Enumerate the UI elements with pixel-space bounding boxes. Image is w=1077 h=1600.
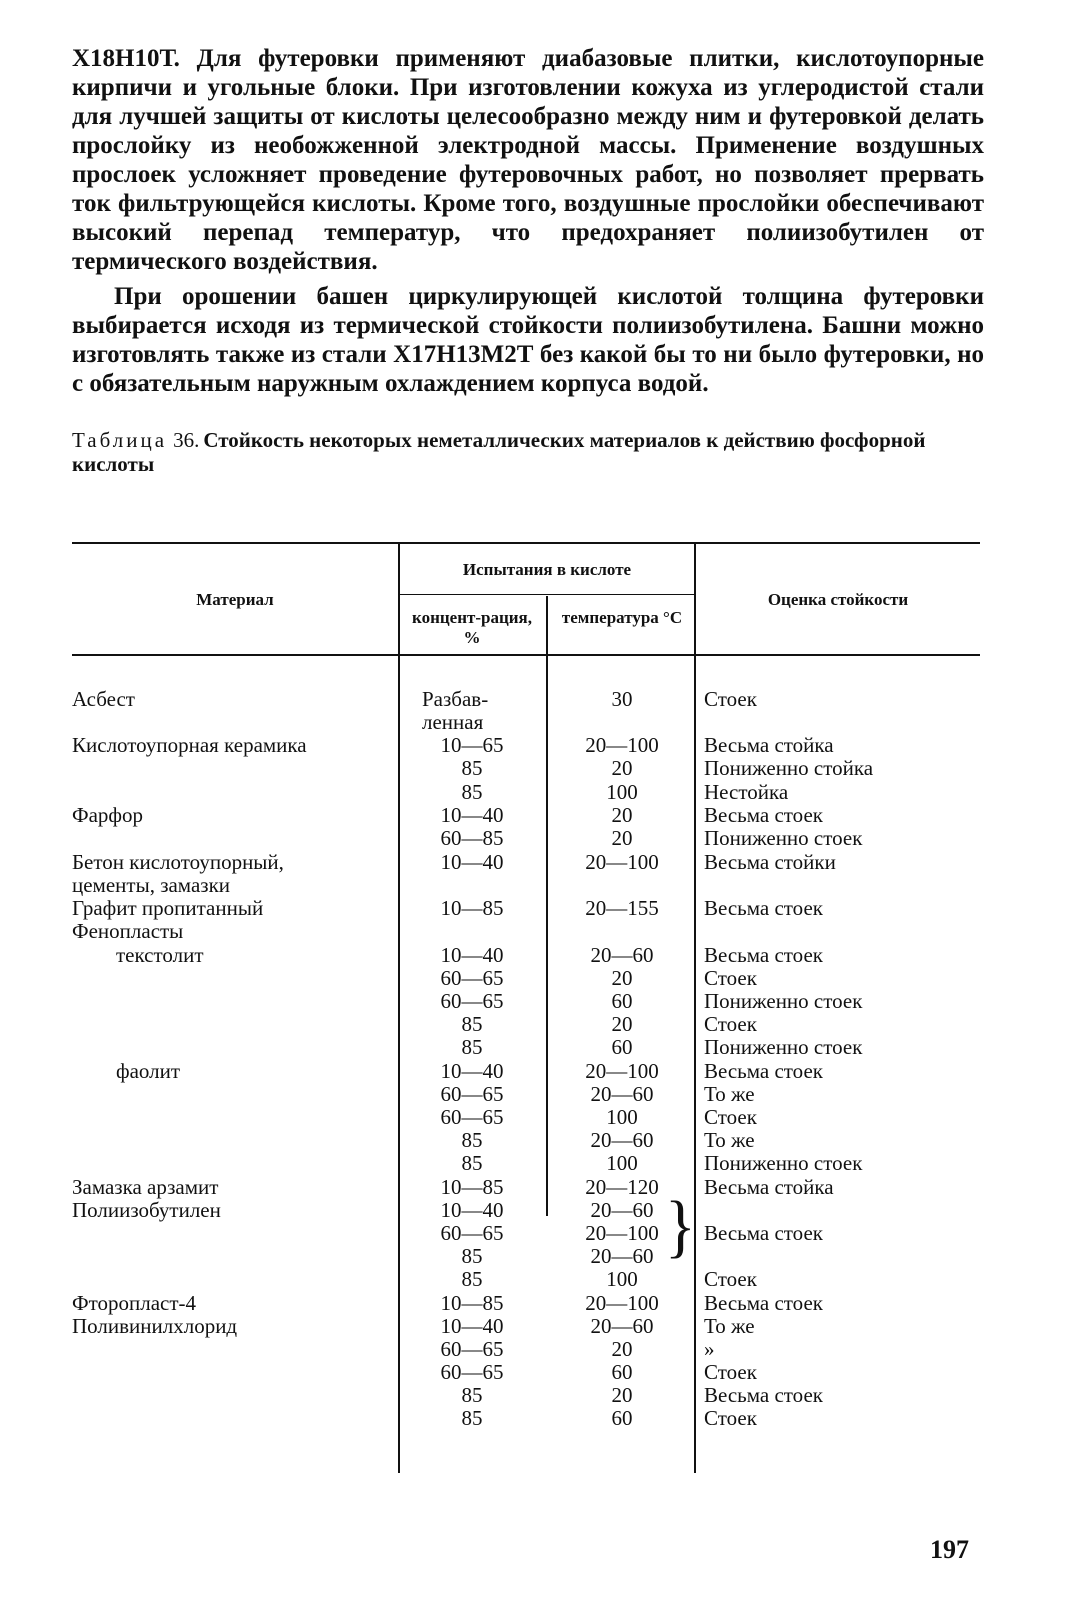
temperature-cell: 20—60	[590, 943, 654, 967]
concentration-cell: 85	[461, 1128, 483, 1152]
concentration-cell: 85	[461, 1267, 483, 1291]
temperature-cell: 100	[606, 780, 638, 804]
temperature-cell: 20—100	[585, 733, 659, 757]
evaluation-cell: Стоек	[704, 1267, 757, 1291]
concentration-cell: Разбав-ленная	[422, 687, 489, 734]
header-tests: Испытания в кислоте	[462, 560, 632, 579]
evaluation-cell: Весьма стойка	[704, 733, 834, 757]
temperature-cell: 20—100	[585, 850, 659, 874]
evaluation-cell: Стоек	[704, 687, 757, 711]
evaluation-cell: Пониженно стойка	[704, 756, 874, 780]
concentration-cell: 60—65	[440, 966, 504, 990]
evaluation-cell: Стоек	[704, 966, 757, 990]
paragraph-2: При орошении башен циркулирующей кислотой толщина футеровки выбирается исходя из термической стойкости полиизобутилена. Башни можно изготовлять также из стали Х17Н13М2Т без какой бы то ни было футеровки, но с обязательным наружным охлаждением корпуса водой.	[72, 283, 984, 397]
concentration-cell: 85	[461, 1035, 483, 1059]
temperature-cell: 20—60	[590, 1244, 654, 1268]
temperature-cell: 100	[606, 1105, 638, 1129]
concentration-cell: 10—85	[440, 1175, 504, 1199]
concentration-cell: 85	[461, 780, 483, 804]
material-cell: Асбест	[72, 687, 135, 711]
col-divider-3	[694, 544, 696, 1473]
evaluation-cell: Нестойка	[704, 780, 789, 804]
evaluation-cell: Пониженно стоек	[704, 826, 863, 850]
temperature-cell: 20	[611, 826, 633, 850]
temperature-cell: 20	[611, 1012, 633, 1036]
material-cell: Поливинилхлорид	[72, 1314, 238, 1338]
evaluation-cell: Весьма стойка	[704, 1175, 834, 1199]
evaluation-cell: Пониженно стоек	[704, 989, 863, 1013]
table-top-rule	[72, 542, 980, 544]
evaluation-cell: Весьма стойки	[704, 850, 836, 874]
evaluation-cell: Весьма стоек	[704, 1291, 823, 1315]
evaluation-cell: То же	[704, 1082, 755, 1106]
evaluation-cell: Весьма стоек	[704, 803, 823, 827]
concentration-cell: 10—40	[440, 850, 504, 874]
concentration-cell: 10—65	[440, 733, 504, 757]
header-temperature: температура °С	[561, 608, 683, 627]
evaluation-cell: Стоек	[704, 1012, 757, 1036]
material-cell: Полиизобутилен	[72, 1198, 221, 1222]
evaluation-cell: Весьма стоек	[704, 1383, 823, 1407]
temperature-cell: 20—60	[590, 1314, 654, 1338]
temperature-cell: 20	[611, 966, 633, 990]
evaluation-cell: Пониженно стоек	[704, 1151, 863, 1175]
concentration-cell: 10—85	[440, 896, 504, 920]
temperature-cell: 60	[611, 1406, 633, 1430]
temperature-cell: 60	[611, 989, 633, 1013]
material-cell: фаолит	[116, 1059, 181, 1083]
paragraph-1: Х18Н10Т. Для футеровки применяют диабазовые плитки, кислотоупорные кирпичи и угольные блоки. При изготовлении кожуха из углеродистой стали для лучшей защиты от кислоты целесообразно между ним и футеровкой делать прослойку из необожженной электродной массы. Применение воздушных прослоек усложняет проведение футеровочных работ, но позволяет прервать ток фильтрующейся кислоты. Кроме того, воздушные прослойки обеспечивают высокий перепад температур, что предохраняет полиизобутилен от термического воздействия.	[72, 45, 984, 275]
col-divider-2	[546, 656, 548, 1216]
concentration-cell: 85	[461, 1406, 483, 1430]
concentration-cell: 85	[461, 756, 483, 780]
caption-number: 36.	[173, 428, 200, 452]
header-evaluation: Оценка стойкости	[767, 590, 909, 609]
body-text	[72, 44, 984, 476]
material-cell: Замазка арзамит	[72, 1175, 219, 1199]
tests-subheader-rule	[400, 594, 694, 595]
temperature-cell: 30	[611, 687, 633, 711]
col-divider-2-head	[546, 596, 548, 654]
evaluation-cell: Стоек	[704, 1105, 757, 1129]
temperature-cell: 20	[611, 803, 633, 827]
concentration-cell: 85	[461, 1151, 483, 1175]
table-header-rule	[72, 654, 980, 656]
temperature-cell: 20	[611, 756, 633, 780]
evaluation-cell: Стоек	[704, 1360, 757, 1384]
temperature-cell: 20—155	[585, 896, 659, 920]
temperature-cell: 20—60	[590, 1128, 654, 1152]
concentration-cell: 60—65	[440, 1221, 504, 1245]
caption-text: Стойкость некоторых неметаллических материалов к действию фосфорной кислоты	[72, 428, 926, 476]
temperature-cell: 20—100	[585, 1291, 659, 1315]
page-number: 197	[930, 1535, 969, 1564]
material-cell: Фенопласты	[72, 919, 184, 943]
temperature-cell: 20—100	[585, 1059, 659, 1083]
grouping-brace: }	[665, 1186, 696, 1265]
temperature-cell: 20—100	[585, 1221, 659, 1245]
table-caption	[72, 428, 984, 476]
temperature-cell: 60	[611, 1360, 633, 1384]
evaluation-cell: Весьма стоек	[704, 1059, 823, 1083]
temperature-cell: 20	[611, 1337, 633, 1361]
concentration-cell: 60—65	[440, 1082, 504, 1106]
temperature-cell: 20—120	[585, 1175, 659, 1199]
temperature-cell: 20—60	[590, 1082, 654, 1106]
evaluation-cell: Пониженно стоек	[704, 1035, 863, 1059]
concentration-cell: 10—40	[440, 1059, 504, 1083]
concentration-cell: 60—65	[440, 1360, 504, 1384]
temperature-cell: 100	[606, 1151, 638, 1175]
evaluation-cell: Весьма стоек	[704, 943, 823, 967]
concentration-cell: 85	[461, 1012, 483, 1036]
evaluation-cell: То же	[704, 1314, 755, 1338]
concentration-cell: 60—65	[440, 1337, 504, 1361]
concentration-cell: 85	[461, 1383, 483, 1407]
evaluation-cell: »	[704, 1337, 715, 1361]
concentration-cell: 10—40	[440, 943, 504, 967]
evaluation-cell: Весьма стоек	[704, 896, 823, 920]
caption-label: Таблица	[72, 428, 168, 452]
temperature-cell: 60	[611, 1035, 633, 1059]
material-cell: Бетон кислотоупорный, цементы, замазки	[72, 850, 284, 897]
temperature-cell: 100	[606, 1267, 638, 1291]
evaluation-cell: Стоек	[704, 1406, 757, 1430]
header-material: Материал	[196, 590, 274, 609]
evaluation-cell: Весьма стоек	[704, 1221, 823, 1245]
material-cell: Кислотоупорная керамика	[72, 733, 307, 757]
evaluation-cell: То же	[704, 1128, 755, 1152]
material-cell: Фторопласт-4	[72, 1291, 197, 1315]
material-cell: Графит пропитанный	[72, 896, 264, 920]
concentration-cell: 60—65	[440, 989, 504, 1013]
concentration-cell: 10—85	[440, 1291, 504, 1315]
header-concentration: концент-рация, %	[412, 608, 533, 647]
concentration-cell: 85	[461, 1244, 483, 1268]
concentration-cell: 10—40	[440, 1314, 504, 1338]
material-cell: текстолит	[116, 943, 204, 967]
concentration-cell: 10—40	[440, 1198, 504, 1222]
resistance-table	[72, 538, 980, 1473]
concentration-cell: 60—85	[440, 826, 504, 850]
temperature-cell: 20	[611, 1383, 633, 1407]
material-cell: Фарфор	[72, 803, 144, 827]
temperature-cell: 20—60	[590, 1198, 654, 1222]
concentration-cell: 60—65	[440, 1105, 504, 1129]
concentration-cell: 10—40	[440, 803, 504, 827]
